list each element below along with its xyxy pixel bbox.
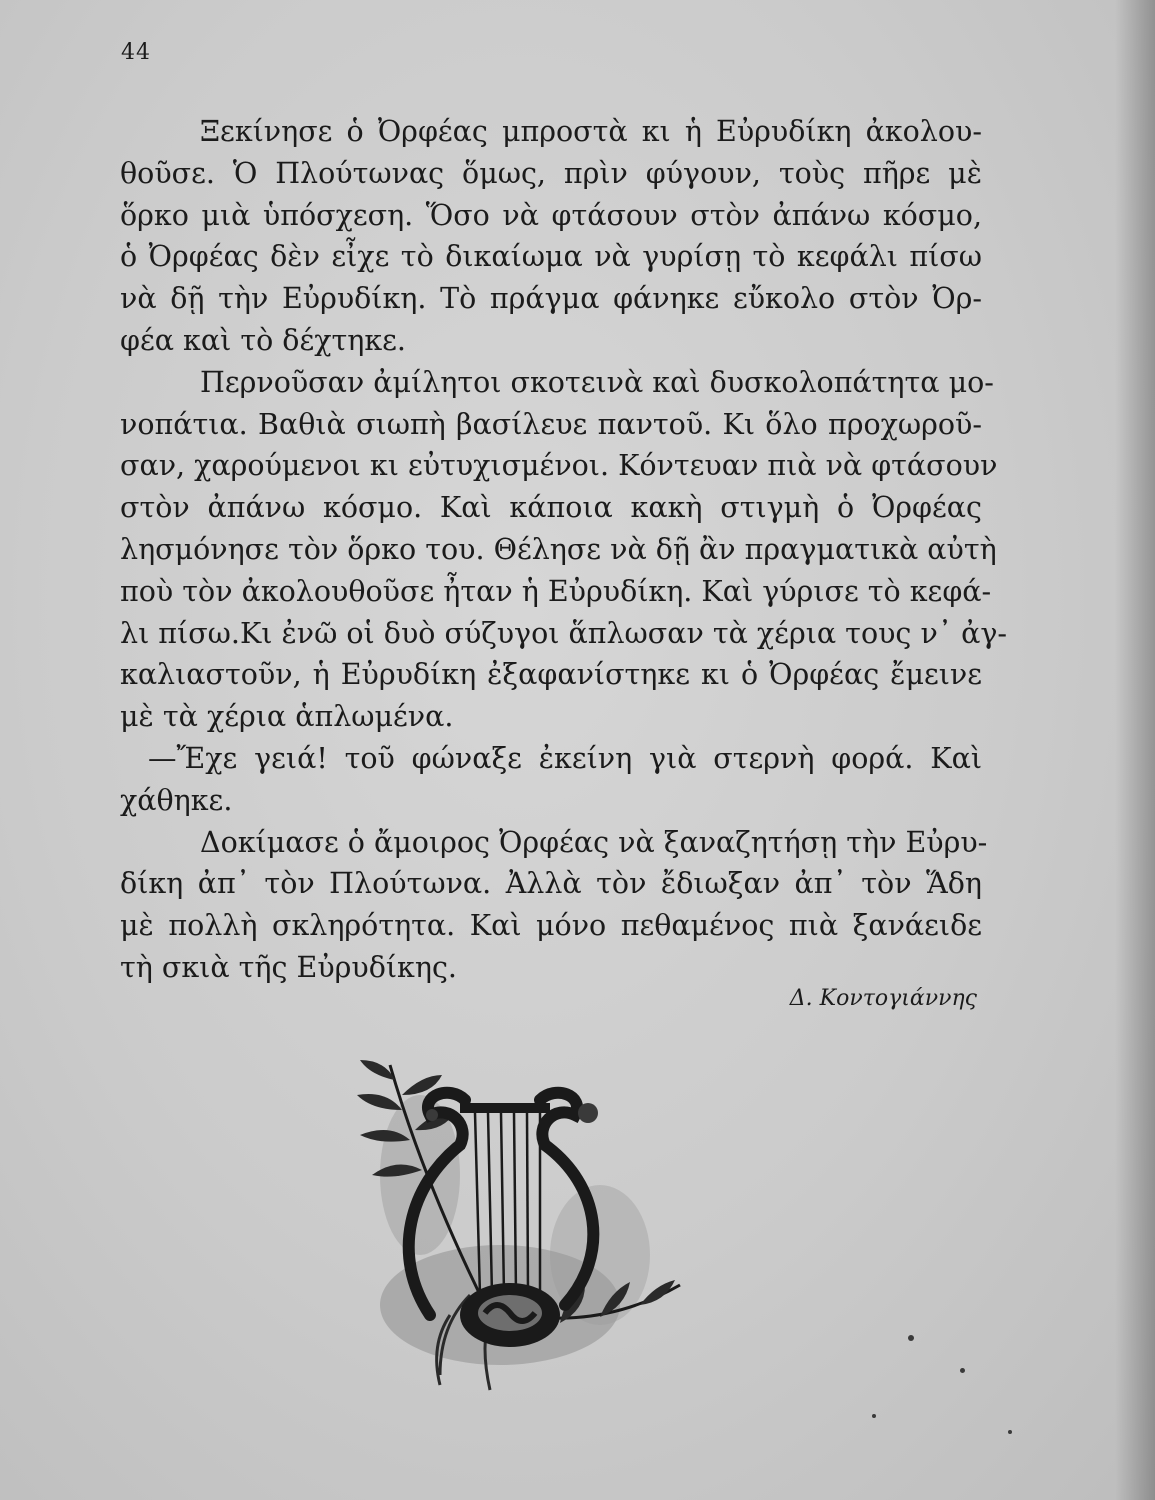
text-line: τὴ σκιὰ τῆς Εὐρυδίκης. bbox=[120, 950, 457, 984]
text-line: Περνοῦσαν ἀμίλητοι σκοτεινὰ καὶ δυσκολοπάτητα μο- bbox=[200, 365, 994, 399]
lyre-with-laurel-icon bbox=[350, 1055, 710, 1395]
text-line: μὲ πολλὴ σκληρότητα. Καὶ μόνο πεθαμένος πιὰ ξανάειδε bbox=[120, 909, 982, 943]
ink-speck bbox=[872, 1414, 876, 1418]
text-line: θοῦσε. Ὁ Πλούτωνας ὅμως, πρὶν φύγουν, τοὺς πῆρε μὲ bbox=[120, 156, 982, 190]
text-line: στὸν ἀπάνω κόσμο. Καὶ κάποια κακὴ στιγμὴ ὁ Ὀρφέας bbox=[120, 491, 982, 525]
ink-speck bbox=[1008, 1430, 1012, 1434]
text-line: καλιαστοῦν, ἡ Εὐρυδίκη ἐξαφανίστηκε κι ὁ Ὀρφέας ἔμεινε bbox=[120, 658, 982, 692]
ink-speck bbox=[908, 1335, 914, 1341]
text-line: λι πίσω.Κι ἐνῶ οἱ δυὸ σύζυγοι ἅπλωσαν τὰ χέρια τους ν᾿ ἀγ- bbox=[120, 616, 1007, 650]
text-line: μὲ τὰ χέρια ἁπλωμένα. bbox=[120, 700, 454, 734]
text-line: ὅρκο μιὰ ὑπόσχεση. Ὅσο νὰ φτάσουν στὸν ἀπάνω κόσμο, bbox=[120, 198, 982, 232]
text-line: δίκη ἀπ᾿ τὸν Πλούτωνα. Ἀλλὰ τὸν ἔδιωξαν ἀπ᾿ τὸν Ἅδη bbox=[120, 867, 982, 901]
text-line: Ξεκίνησε ὁ Ὀρφέας μπροστὰ κι ἡ Εὐρυδίκη ἀκολου- bbox=[200, 115, 982, 148]
text-line: Δοκίμασε ὁ ἄμοιρος Ὀρφέας νὰ ξαναζητήσῃ τὴν Εὐρυ- bbox=[200, 825, 988, 859]
ink-speck bbox=[960, 1368, 965, 1373]
text-line: σαν, χαρούμενοι κι εὐτυχισμένοι. Κόντευαν πιὰ νὰ φτάσουν bbox=[120, 449, 998, 483]
text-line: λησμόνησε τὸν ὅρκο του. Θέλησε νὰ δῇ ἂν πραγματικὰ αὐτὴ bbox=[120, 532, 997, 566]
body-text bbox=[120, 111, 1007, 989]
text-line: νοπάτια. Βαθιὰ σιωπὴ βασίλευε παντοῦ. Κι ὅλο προχωροῦ- bbox=[120, 407, 982, 441]
text-line: —Ἔχε γειά! τοῦ φώναξε ἐκείνη γιὰ στερνὴ φορά. Καὶ bbox=[148, 741, 982, 775]
text-line: ὁ Ὀρφέας δὲν εἶχε τὸ δικαίωμα νὰ γυρίσῃ τὸ κεφάλι πίσω bbox=[120, 240, 982, 274]
text-line: νὰ δῇ τὴν Εὐρυδίκη. Τὸ πράγμα φάνηκε εὔκολο στὸν Ὀρ- bbox=[120, 282, 982, 316]
text-line: φέα καὶ τὸ δέχτηκε. bbox=[120, 323, 406, 357]
page-number: 44 bbox=[121, 40, 151, 65]
spine-shadow bbox=[1115, 0, 1155, 1500]
text-line: ποὺ τὸν ἀκολουθοῦσε ἦταν ἡ Εὐρυδίκη. Καὶ γύρισε τὸ κεφά- bbox=[120, 574, 992, 608]
author-signature: Δ. Κοντογιάννης bbox=[789, 986, 977, 1011]
text-line: χάθηκε. bbox=[120, 783, 233, 817]
